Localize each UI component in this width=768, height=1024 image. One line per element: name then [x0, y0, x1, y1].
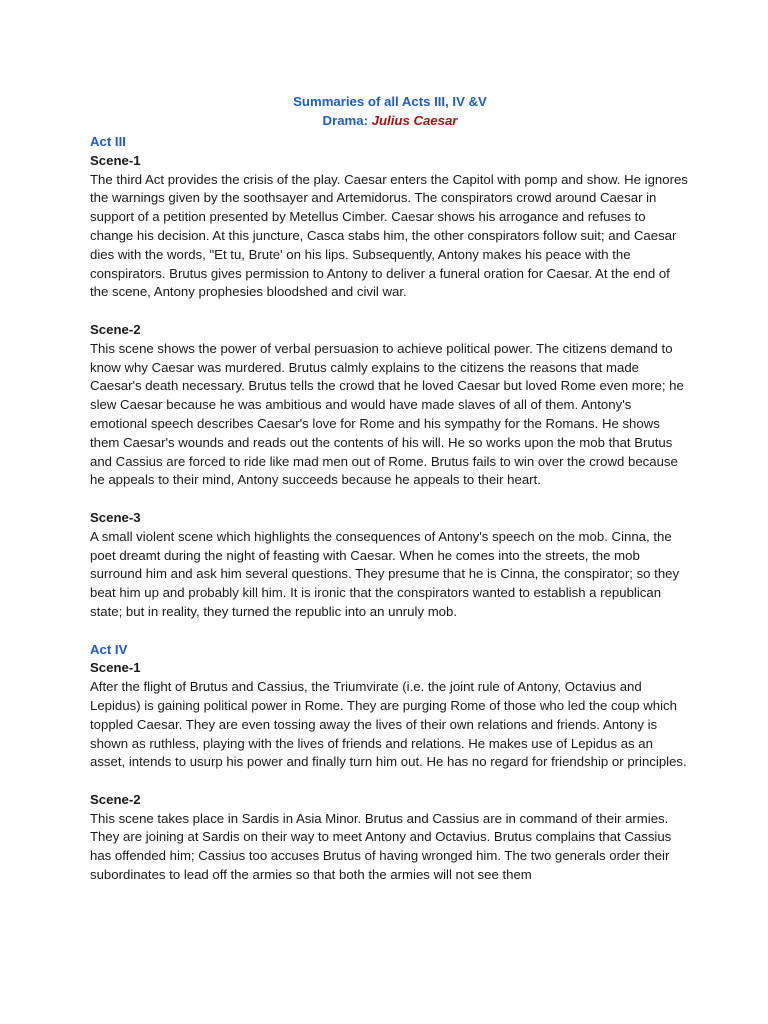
- drama-colon: :: [363, 113, 372, 128]
- paragraph-gap: [90, 622, 690, 641]
- drama-line: [90, 111, 690, 130]
- scene-summary: This scene shows the power of verbal persuasion to achieve political power. The citizens demand to know why Caesar was murdered. Brutus calmly explains to the citizens the reasons that made Caesar's death necessary. Brutus tells the crowd that he loved Caesar but loved Rome even more; he slew Caesar because he was ambitious and would have made slaves of all of them. Antony's emotional speech describes Caesar's love for Rome and his sympathy for the Romans. He shows them Caesar's wounds and reads out the contents of his will. He so works upon the mob that Brutus and Cassius are forced to ride like mad men out of Rome. Brutus fails to win over the crowd because he appeals to their mind, Antony succeeds because he appeals to their heart.: [90, 340, 684, 488]
- scene-heading: Scene-3: [90, 509, 141, 525]
- scene-summary: The third Act provides the crisis of the play. Caesar enters the Capitol with pomp and show. He ignores the warnings given by the soothsayer and Artemidorus. The conspirators crowd around Caesar in support of a petition presented by Metellus Cimber. Caesar shows his arrogance and refuses to change his decision. At this juncture, Casca stabs him, the other conspirators follow suit; and Caesar dies with the words, "Et tu, Brute' on his lips. Subsequently, Antony makes his peace with the conspirators. Brutus gives permission to Antony to deliver a funeral oration for Caesar. At the end of the scene, Antony prophesies bloodshed and civil war.: [90, 171, 688, 300]
- paragraph-gap: [90, 302, 690, 321]
- document-title-block: [90, 92, 690, 130]
- scene-summary: After the flight of Brutus and Cassius, the Triumvirate (i.e. the joint rule of Antony, Octavius and Lepidus) is gaining political power in Rome. They are purging Rome of those who led the coup which toppled Caesar. They are even tossing away the lives of their own relations and friends. Antony is shown as ruthless, playing with the lives of friends and relations. He makes use of Lepidus as an asset, intends to usurp his power and finally turn him out. He has no regard for friendship or principles.: [90, 679, 687, 770]
- document-title: Summaries of all Acts III, IV &V: [293, 94, 487, 109]
- scene-summary: This scene takes place in Sardis in Asia Minor. Brutus and Cassius are in command of their armies. They are joining at Sardis on their way to meet Antony and Octavius. Brutus complains that Cassius has offended him; Cassius too accuses Brutus of having wronged him. The two generals order their subordinates to lead off the armies so that both the armies will not see them: [90, 810, 672, 883]
- scene-summary: A small violent scene which highlights the consequences of Antony's speech on the mob. Cinna, the poet dreamt during the night of feasting with Caesar. When he comes into the streets, the mob surround him and ask him several questions. They presume that he is Cinna, the conspirator; so they beat him up and probably kill him. It is ironic that the conspirators wanted to establish a republican state; but in reality, they turned the republic into an unruly mob.: [90, 528, 680, 619]
- paragraph-gap: [90, 772, 690, 791]
- scene-heading: Scene-2: [90, 321, 141, 337]
- paragraph-gap: [90, 490, 690, 509]
- drama-name: Julius Caesar: [371, 113, 458, 128]
- document-page: [90, 92, 690, 885]
- act-section-3: [90, 133, 690, 641]
- act-heading: Act III: [90, 134, 126, 149]
- scene-heading: Scene-1: [90, 152, 141, 168]
- drama-label: Drama: [322, 113, 364, 128]
- scene-heading: Scene-1: [90, 660, 141, 676]
- act-section-4: [90, 641, 690, 885]
- act-heading: Act IV: [90, 641, 128, 657]
- scene-heading: Scene-2: [90, 791, 141, 807]
